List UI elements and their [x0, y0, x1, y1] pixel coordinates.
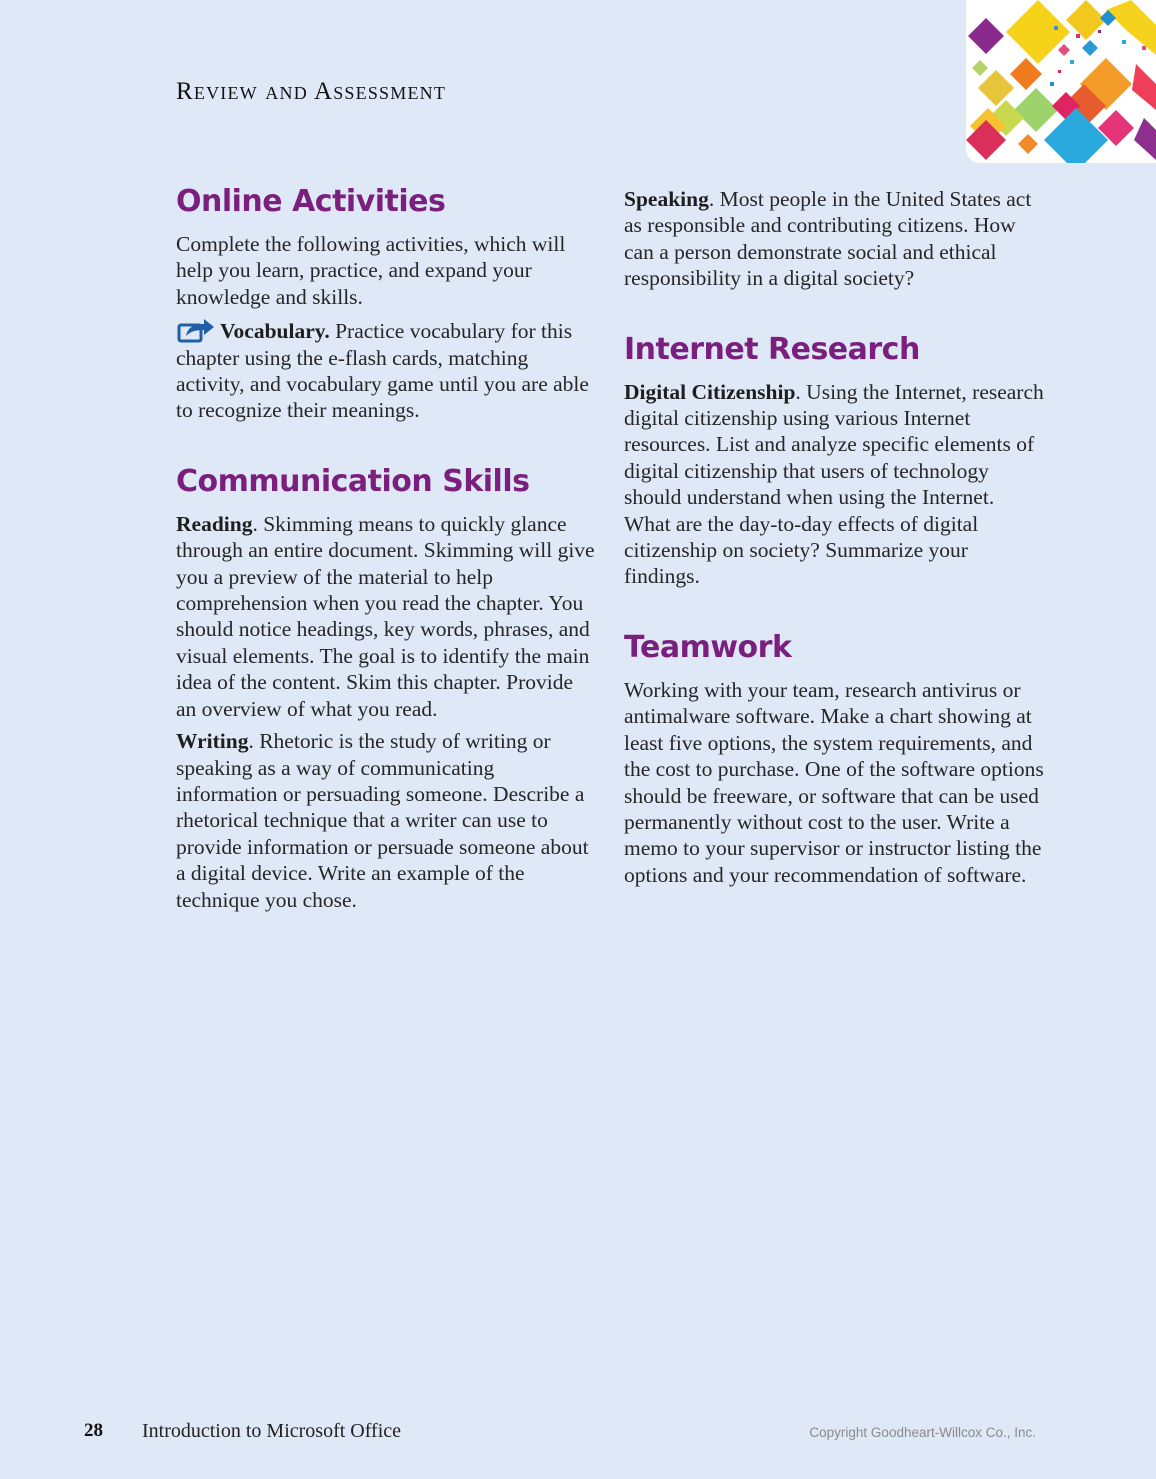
page-number: 28 [84, 1420, 103, 1441]
reading-text: . Skimming means to quickly glance through an entire document. Skimming will give you a preview of the material to help comprehension when you read the chapter. You should notice headings, key words, phrases, and visual elements. The goal is to identify the main idea of the content. Skim this chapter. Provide an overview of what you read. [176, 511, 595, 721]
teamwork-heading: Teamwork [624, 629, 792, 665]
internet-research-section [624, 332, 1044, 590]
speaking-text: . Most people in the United States act as responsible and contributing citizens. How can a person demonstrate social and ethical responsibility in a digital society? [624, 187, 1032, 291]
share-arrow-icon[interactable] [176, 316, 216, 344]
digital-citizenship-label: Digital Citizenship [624, 379, 796, 404]
vocabulary-activity [176, 316, 596, 424]
communication-skills-section [176, 464, 596, 913]
right-column [624, 186, 1044, 894]
online-activities-heading: Online Activities [176, 184, 446, 219]
vocabulary-label: Vocabulary. [220, 319, 330, 344]
writing-activity [176, 728, 596, 913]
writing-text: . Rhetoric is the study of writing or speaking as a way of communicating information or persuading someone. Describe a rhetorical technique that a writer can use to provide information or persuade someone about a digital device. Write an example of the technique you chose. [176, 729, 589, 912]
digital-citizenship-text: . Using the Internet, research digital citizenship using various Internet resources. List and analyze specific elements of digital citizenship that users of technology should understand when using the Internet. What are the day-to-day effects of digital citizenship on society? Summarize your findings. [624, 379, 1044, 589]
reading-label: Reading [176, 511, 253, 536]
left-column [176, 184, 596, 919]
internet-research-heading: Internet Research [624, 331, 920, 367]
digital-citizenship-activity [624, 379, 1044, 590]
running-head: Review and Assessment [176, 78, 447, 105]
communication-skills-heading: Communication Skills [176, 463, 530, 499]
diamond-mosaic-graphic [966, 0, 1156, 163]
vocabulary-text: Practice vocabulary for this chapter using the e-flash cards, matching activity, and vocabulary game until you are able to recognize their meanings. [176, 319, 589, 423]
speaking-activity [624, 186, 1044, 292]
book-title: Introduction to Microsoft Office [142, 1420, 402, 1442]
online-activities-section [176, 184, 596, 424]
copyright-notice: Copyright Goodheart-Willcox Co., Inc. [809, 1425, 1036, 1440]
online-activities-intro: Complete the following activities, which will help you learn, practice, and expand your knowledge and skills. [176, 232, 566, 309]
writing-label: Writing [176, 729, 249, 754]
corner-diamond-decoration [966, 0, 1156, 163]
teamwork-section [624, 630, 1044, 888]
teamwork-text: Working with your team, research antivirus or antimalware software. Make a chart showing at least five options, the system requirements, and the cost to purchase. One of the software options should be freeware, or software that can be used permanently without cost to the user. Write a memo to your supervisor or instructor listing the options and your recommendation of software. [624, 677, 1044, 887]
speaking-label: Speaking [624, 187, 709, 211]
reading-activity [176, 511, 596, 722]
